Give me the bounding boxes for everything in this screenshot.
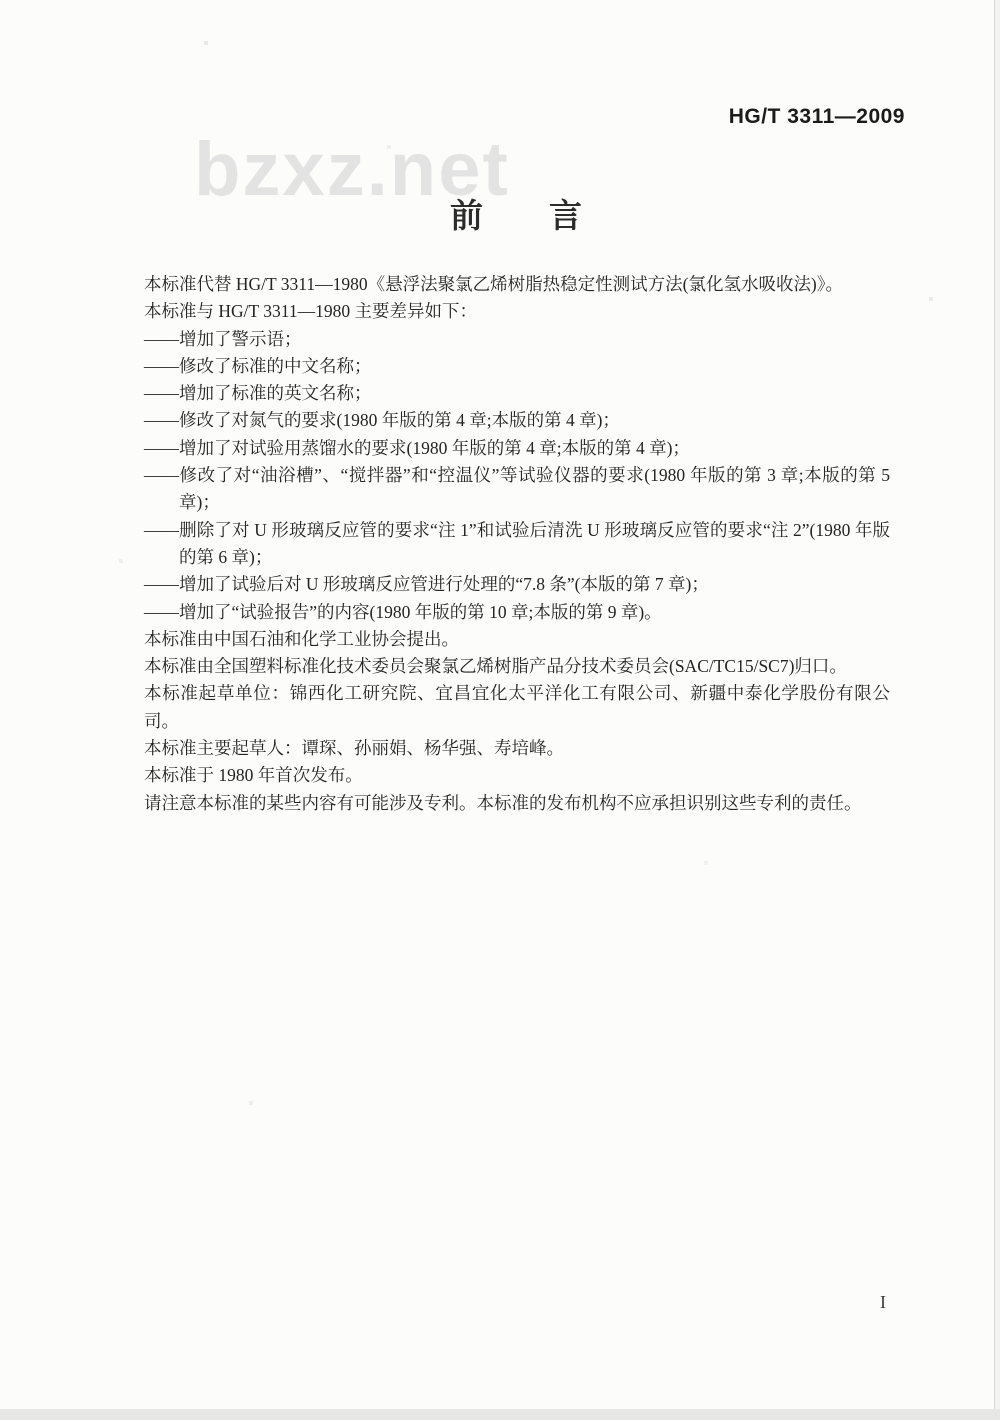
dash-prefix: —— [144,574,179,595]
closing-paragraph: 请注意本标准的某些内容有可能涉及专利。本标准的发布机构不应承担识别这些专利的责任。 [144,792,862,813]
closing-paragraph: 本标准主要起草人：谭琛、孙丽娟、杨华强、寿培峰。 [144,738,564,759]
change-item [144,435,890,462]
scan-edge-bottom [0,1409,1000,1420]
dash-prefix: —— [144,437,179,458]
scan-noise [0,0,2,2]
watermark: bzxz.net [194,127,510,212]
standard-code: HG/T 3311—2009 [728,105,905,128]
change-item [144,326,890,353]
closing-paragraph: 本标准于 1980 年首次发布。 [144,765,363,786]
change-item [144,462,890,517]
change-text: 增加了标准的英文名称； [179,383,372,404]
change-item [144,517,890,572]
dash-prefix: —— [144,601,179,622]
scan-edge-right-area [995,0,1000,1420]
dash-prefix: —— [144,383,179,404]
change-text: 删除了对 U 形玻璃反应管的要求“注 1”和试验后清洗 U 形玻璃反应管的要求“注 2”(1980 年版的第 6 章)； [179,519,890,567]
intro-paragraph: 本标准与 HG/T 3311—1980 主要差异如下： [144,301,477,322]
dash-prefix: —— [144,519,179,540]
page-number: I [880,1292,886,1312]
change-text: 修改了对氮气的要求(1980 年版的第 4 章;本版的第 4 章)； [179,410,620,431]
scan-edge-right-line [994,0,995,1420]
change-item [144,407,890,434]
change-item [144,353,890,380]
closing-paragraph: 本标准起草单位：锦西化工研究院、宜昌宜化太平洋化工有限公司、新疆中泰化学股份有限公司。 [144,683,890,731]
foreword-body [144,271,890,817]
dash-prefix: —— [144,410,179,431]
dash-prefix: —— [144,465,179,486]
closing-paragraph: 本标准由中国石油和化学工业协会提出。 [144,628,459,649]
change-item [144,571,890,598]
page-title: 前 言 [450,197,582,234]
change-text: 增加了试验后对 U 形玻璃反应管进行处理的“7.8 条”(本版的第 7 章)； [179,574,709,595]
change-text: 修改了对“油浴槽”、“搅拌器”和“控温仪”等试验仪器的要求(1980 年版的第 3 章;本版的第 5 章)； [179,465,890,513]
intro-paragraph: 本标准代替 HG/T 3311—1980《悬浮法聚氯乙烯树脂热稳定性测试方法(氯化氢水吸收法)》。 [144,274,844,294]
change-text: 增加了“试验报告”的内容(1980 年版的第 10 章;本版的第 9 章)。 [179,601,662,622]
change-item [144,599,890,626]
change-text: 修改了标准的中文名称； [179,355,372,376]
dash-prefix: —— [144,355,179,376]
change-item [144,380,890,407]
closing-paragraph: 本标准由全国塑料标准化技术委员会聚氯乙烯树脂产品分技术委员会(SAC/TC15/SC7)归口。 [144,656,847,677]
change-text: 增加了对试验用蒸馏水的要求(1980 年版的第 4 章;本版的第 4 章)； [179,437,690,458]
dash-prefix: —— [144,328,179,349]
change-text: 增加了警示语； [179,328,302,349]
